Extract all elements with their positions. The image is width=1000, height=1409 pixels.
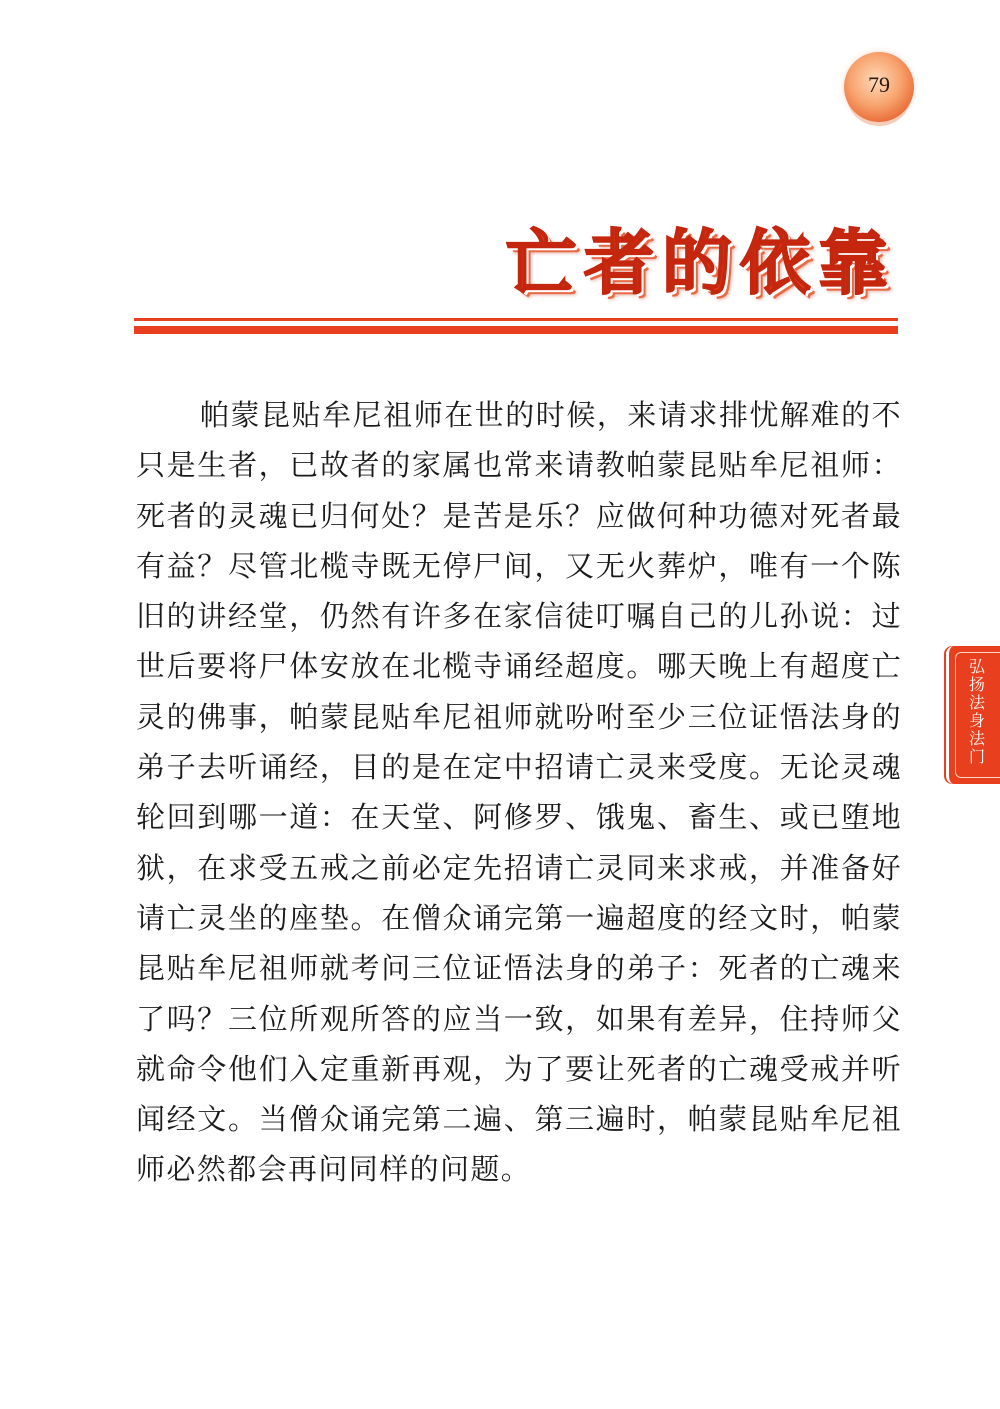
page-number: 79 [868, 72, 890, 97]
body-paragraph: 帕蒙昆贴牟尼祖师在世的时候，来请求排忧解难的不只是生者，已故者的家属也常来请教帕蒙昆贴牟尼祖师：死者的灵魂已归何处？是苦是乐？应做何种功德对死者最有益？尽管北榄寺既无停尸间，又无火葬炉，唯有一个陈旧的讲经堂，仍然有许多在家信徒叮嘱自己的儿孙说：过世后要将尸体安放在北榄寺诵经超度。哪天晚上有超度亡灵的佛事，帕蒙昆贴牟尼祖师就吩咐至少三位证悟法身的弟子去听诵经，目的是在定中招请亡灵来受度。无论灵魂轮回到哪一道：在天堂、阿修罗、饿鬼、畜生、或已堕地狱，在求受五戒之前必定先招请亡灵同来求戒，并准备好请亡灵坐的座垫。在僧众诵完第一遍超度的经文时，帕蒙昆贴牟尼祖师就考问三位证悟法身的弟子：死者的亡魂来了吗？三位所观所答的应当一致，如果有差异，住持师父就命令他们入定重新再观，为了要让死者的亡魂受戒并听闻经文。当僧众诵完第二遍、第三遍时，帕蒙昆贴牟尼祖师必然都会再问同样的问题。 [136, 398, 902, 1187]
chapter-title: 亡者的依靠 [506, 221, 896, 304]
title-divider-thin [134, 318, 898, 321]
page-number-badge [844, 52, 914, 122]
section-side-tab [946, 646, 1000, 784]
side-tab-label: 弘扬法身法门 [966, 658, 986, 766]
title-divider-thick [134, 326, 898, 334]
